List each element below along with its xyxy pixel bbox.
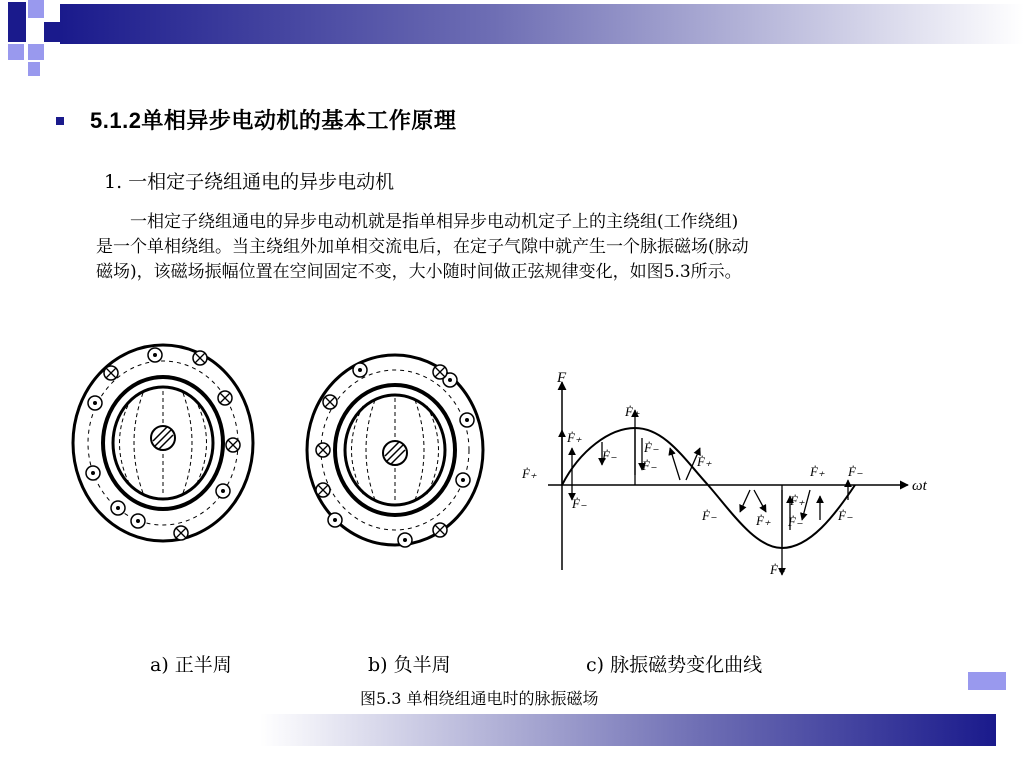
caption-a: a) 正半周 [150, 654, 232, 676]
pulsating-mmf-graph [521, 370, 928, 577]
f-minus-label: Ḟ₋ [572, 496, 587, 511]
x-axis-label: ωt [912, 478, 927, 494]
f-plus-label: Ḟ₊ [756, 513, 771, 528]
f-plus-label: Ḟ₊ [790, 493, 805, 508]
paragraph-line: 磁场)，该磁场振幅位置在空间固定不变，大小随时间做正弦规律变化，如图5.3所示。 [96, 262, 742, 282]
f-minus-label: Ḟ₋ [838, 508, 853, 523]
f-minus-label: Ḟ₋ [642, 458, 657, 473]
caption-b: b) 负半周 [368, 654, 451, 676]
f-minus-label: Ḟ₋ [644, 440, 659, 455]
f-minus-label: Ḟ₋ [602, 448, 617, 463]
f-plus-label: Ḟ₊ [697, 454, 712, 469]
paragraph-line: 是一个单相绕组。当主绕组外加单相交流电后，在定子气隙中就产生一个脉振磁场(脉动 [96, 237, 749, 257]
f-plus-label: Ḟ₊ [810, 464, 825, 479]
body-paragraph [96, 210, 976, 285]
y-axis-label: F [557, 370, 567, 386]
header-decoration [0, 0, 1024, 78]
f-minus-label: Ḟ₋ [848, 464, 863, 479]
caption-c: c) 脉振磁势变化曲线 [586, 654, 763, 676]
sine-curve [562, 428, 855, 548]
paragraph-line: 一相定子绕组通电的异步电动机就是指单相异步电动机定子上的主绕组(工作绕组) [130, 212, 739, 232]
motor-cross-section-a [73, 345, 253, 541]
f-plus-label: Ḟ₊ [567, 430, 582, 445]
slide-heading: 5.1.2单相异步电动机的基本工作原理 [90, 108, 457, 133]
motor-cross-section-b [307, 355, 483, 547]
section-subheading: 1. 一相定子绕组通电的异步电动机 [104, 171, 395, 193]
f-plus-label: Ḟ₊ [770, 562, 785, 577]
figure-title: 图5.3 单相绕组通电时的脉振磁场 [360, 689, 599, 708]
f-minus-label: Ḟ₋ [702, 508, 717, 523]
slide-heading-row [56, 104, 456, 135]
bullet-square-icon [56, 117, 64, 125]
f-plus-label: Ḟ₊ [625, 404, 640, 419]
f-minus-label: Ḟ₋ [788, 514, 803, 529]
f-plus-label: Ḟ₊ [522, 466, 537, 481]
figure-5-3 [70, 330, 960, 590]
